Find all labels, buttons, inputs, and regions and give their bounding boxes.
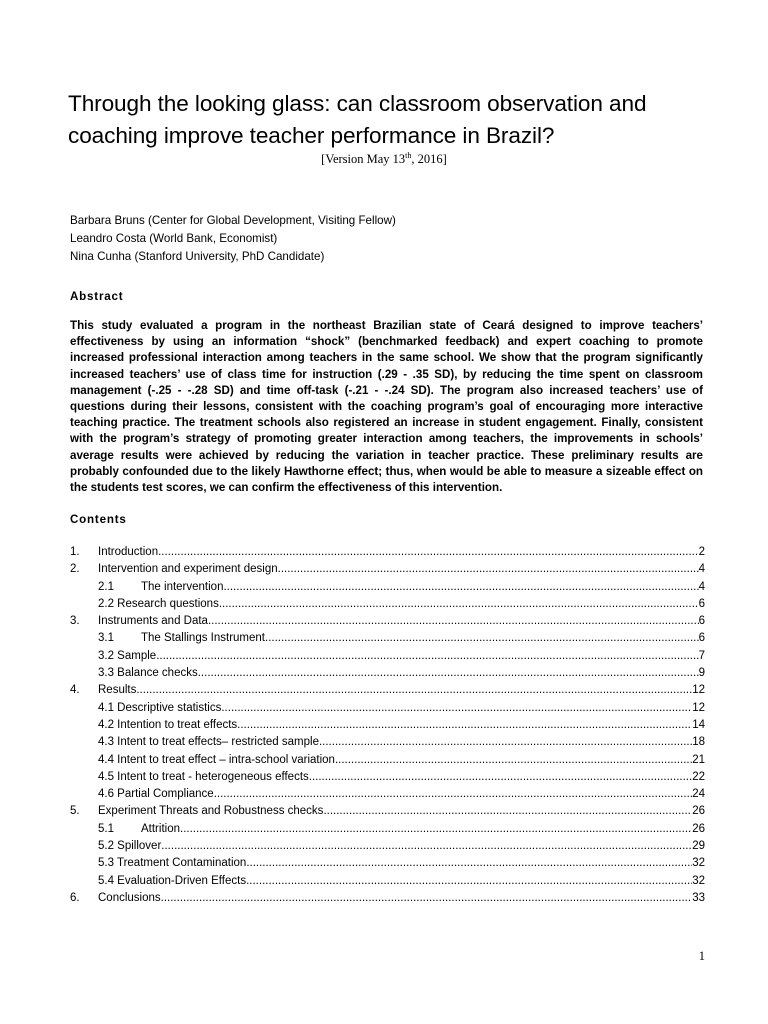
- toc-dot-leader: [223, 579, 698, 596]
- toc-entry[interactable]: [70, 561, 705, 578]
- toc-entry-line: [98, 855, 705, 872]
- toc-entry-page: 32: [692, 857, 705, 870]
- toc-dot-leader: [156, 648, 698, 665]
- toc-entry-page: 6: [698, 632, 705, 645]
- toc-dot-leader: [180, 821, 692, 838]
- toc-dot-leader: [136, 682, 692, 699]
- toc-entry-label: 3.3 Balance checks: [98, 667, 198, 680]
- toc-entry-label: The Stallings Instrument: [141, 632, 266, 645]
- toc-entry-page: 22: [692, 770, 705, 783]
- toc-entry-label: 5.3 Treatment Contamination: [98, 857, 247, 870]
- toc-entry-number: 5.: [70, 805, 80, 818]
- toc-dot-leader: [278, 561, 699, 578]
- toc-dot-leader: [214, 786, 693, 803]
- author-line: Leandro Costa (World Bank, Economist): [70, 232, 278, 245]
- toc-entry-number: 5.1: [98, 822, 114, 835]
- page-number: 1: [698, 949, 705, 963]
- toc-entry-number: 1.: [70, 546, 80, 558]
- toc-entry-line: [98, 648, 705, 665]
- toc-entry[interactable]: [70, 579, 705, 596]
- toc-dot-leader: [237, 717, 692, 734]
- toc-entry-line: [98, 665, 705, 682]
- toc-entry-label: Conclusions: [98, 891, 161, 904]
- toc-entry-label: The intervention: [141, 580, 224, 593]
- toc-entry-label: 2.2 Research questions: [98, 597, 219, 610]
- version-superscript: th: [405, 151, 412, 160]
- author-line: Barbara Bruns (Center for Global Development, Visiting Fellow): [70, 214, 396, 227]
- toc-entry[interactable]: [70, 890, 705, 907]
- toc-entry[interactable]: [70, 786, 705, 803]
- toc-entry-label: Results: [98, 684, 137, 697]
- toc-dot-leader: [208, 613, 699, 630]
- toc-entry[interactable]: [70, 855, 705, 872]
- toc-entry-page: 26: [692, 805, 705, 818]
- toc-entry-label: 4.4 Intent to treat effect – intra-school variation: [98, 753, 335, 766]
- toc-entry[interactable]: [70, 682, 705, 699]
- toc-entry[interactable]: [70, 873, 705, 890]
- toc-entry-line: [141, 579, 705, 596]
- toc-entry[interactable]: [70, 665, 705, 682]
- toc-dot-leader: [335, 752, 692, 769]
- toc-dot-leader: [246, 873, 692, 890]
- toc-entry-page: 29: [692, 840, 705, 853]
- toc-entry-line: [98, 769, 705, 786]
- toc-entry[interactable]: [70, 821, 705, 838]
- toc-entry-page: 14: [692, 718, 705, 731]
- toc-entry[interactable]: [70, 630, 705, 647]
- toc-entry-line: [141, 821, 705, 838]
- toc-entry-line: [98, 752, 705, 769]
- toc-entry-line: [98, 803, 705, 820]
- toc-entry-number: 3.: [70, 615, 80, 628]
- toc-dot-leader: [219, 596, 699, 613]
- toc-entry-label: 3.2 Sample: [98, 649, 157, 662]
- toc-entry-line: [98, 544, 705, 561]
- toc-entry[interactable]: [70, 544, 705, 561]
- toc-entry-number: 2.1: [98, 580, 114, 593]
- toc-dot-leader: [221, 700, 692, 717]
- toc-entry-label: 5.2 Spillover: [98, 840, 162, 853]
- contents-heading: Contents: [70, 513, 127, 526]
- toc-entry-label: Attrition: [141, 822, 180, 835]
- toc-entry-number: 2.: [70, 563, 80, 576]
- toc-dot-leader: [161, 838, 692, 855]
- toc-entry-page: 6: [698, 615, 705, 628]
- toc-dot-leader: [246, 855, 692, 872]
- toc-entry-label: Introduction: [98, 546, 159, 558]
- toc-entry-line: [98, 890, 705, 907]
- toc-entry-page: 18: [692, 736, 705, 749]
- toc-dot-leader: [309, 769, 692, 786]
- author-list: [70, 212, 396, 266]
- abstract-heading: Abstract: [70, 290, 124, 303]
- toc-entry-line: [98, 613, 705, 630]
- toc-entry[interactable]: [70, 700, 705, 717]
- toc-entry-label: 5.4 Evaluation-Driven Effects: [98, 874, 247, 887]
- toc-entry-number: 4.: [70, 684, 80, 697]
- toc-entry-page: 21: [692, 753, 705, 766]
- toc-entry[interactable]: [70, 648, 705, 665]
- toc-entry-page: 26: [692, 822, 705, 835]
- toc-dot-leader: [158, 544, 698, 561]
- toc-entry-page: 32: [692, 874, 705, 887]
- toc-entry-line: [98, 596, 705, 613]
- toc-entry-number: 3.1: [98, 632, 114, 645]
- toc-entry-label: 4.5 Intent to treat - heterogeneous effects: [98, 770, 309, 783]
- version-line: [0, 152, 768, 167]
- toc-entry-number: 6.: [70, 891, 80, 904]
- toc-entry[interactable]: [70, 717, 705, 734]
- toc-dot-leader: [319, 734, 692, 751]
- toc-entry-line: [98, 838, 705, 855]
- toc-entry-page: 4: [698, 580, 705, 593]
- toc-entry[interactable]: [70, 734, 705, 751]
- toc-entry-label: 4.2 Intention to treat effects: [98, 718, 238, 731]
- toc-entry-page: 6: [698, 597, 705, 610]
- toc-dot-leader: [265, 630, 699, 647]
- toc-entry[interactable]: [70, 613, 705, 630]
- toc-entry[interactable]: [70, 803, 705, 820]
- toc-entry-page: 12: [692, 684, 705, 697]
- toc-entry-label: Instruments and Data: [98, 615, 208, 628]
- toc-entry-label: 4.6 Partial Compliance: [98, 788, 214, 801]
- toc-entry-line: [98, 734, 705, 751]
- toc-entry-page: 12: [692, 701, 705, 714]
- toc-entry[interactable]: [70, 596, 705, 613]
- toc-entry-line: [141, 630, 705, 647]
- table-of-contents: [70, 544, 705, 907]
- toc-entry-label: Experiment Threats and Robustness checks: [98, 805, 324, 818]
- abstract-body: This study evaluated a program in the northeast Brazilian state of Ceará designed to improve teachers’ effectiveness by using an information “shock” (benchmarked feedback) and expert coaching to promote increased professional interaction among teachers in the same school. We show that the program significantly increased teachers’ use of class time for instruction (.29 - .35 SD), by reducing the time spent on classroom management (-.25 - -.28 SD) and time off-task (-.21 - -.24 SD). The program also increased teachers’ use of questions during their lessons, consistent with the coaching program’s goal of encouraging more interactive teaching practice. The treatment schools also registered an increase in student engagement. Finally, consistent with the program’s strategy of promoting greater interaction among teachers, the improvements in schools’ average results were achieved by reducing the variation in teacher practice. These preliminary results are probably confounded due to the likely Hawthorne effect; thus, when would be able to measure a sizeable effect on the students test scores, we can confirm the effectiveness of this intervention.: [70, 319, 703, 495]
- toc-dot-leader: [198, 665, 699, 682]
- toc-entry-label: 4.1 Descriptive statistics: [98, 701, 222, 714]
- version-suffix: , 2016]: [411, 152, 447, 166]
- toc-entry-line: [98, 717, 705, 734]
- author-line: Nina Cunha (Stanford University, PhD Candidate): [70, 250, 325, 263]
- toc-entry-page: 2: [698, 546, 705, 558]
- toc-entry-page: 33: [692, 891, 705, 904]
- toc-entry[interactable]: [70, 769, 705, 786]
- toc-entry-page: 9: [698, 667, 705, 680]
- toc-entry-page: 7: [698, 649, 705, 662]
- toc-entry-line: [98, 561, 705, 578]
- toc-entry-label: 4.3 Intent to treat effects– restricted sample: [98, 736, 319, 749]
- toc-entry-line: [98, 682, 705, 699]
- toc-entry-label: Intervention and experiment design: [98, 563, 278, 576]
- toc-entry-line: [98, 700, 705, 717]
- toc-dot-leader: [323, 803, 692, 820]
- toc-entry[interactable]: [70, 752, 705, 769]
- toc-entry-line: [98, 873, 705, 890]
- toc-entry-line: [98, 786, 705, 803]
- toc-entry[interactable]: [70, 838, 705, 855]
- toc-entry-page: 4: [698, 563, 705, 576]
- toc-entry-page: 24: [692, 788, 705, 801]
- paper-title: Through the looking glass: can classroom observation and coaching improve teacher performance in Brazil?: [68, 91, 647, 148]
- version-prefix: [Version May 13: [321, 152, 406, 166]
- toc-dot-leader: [161, 890, 693, 907]
